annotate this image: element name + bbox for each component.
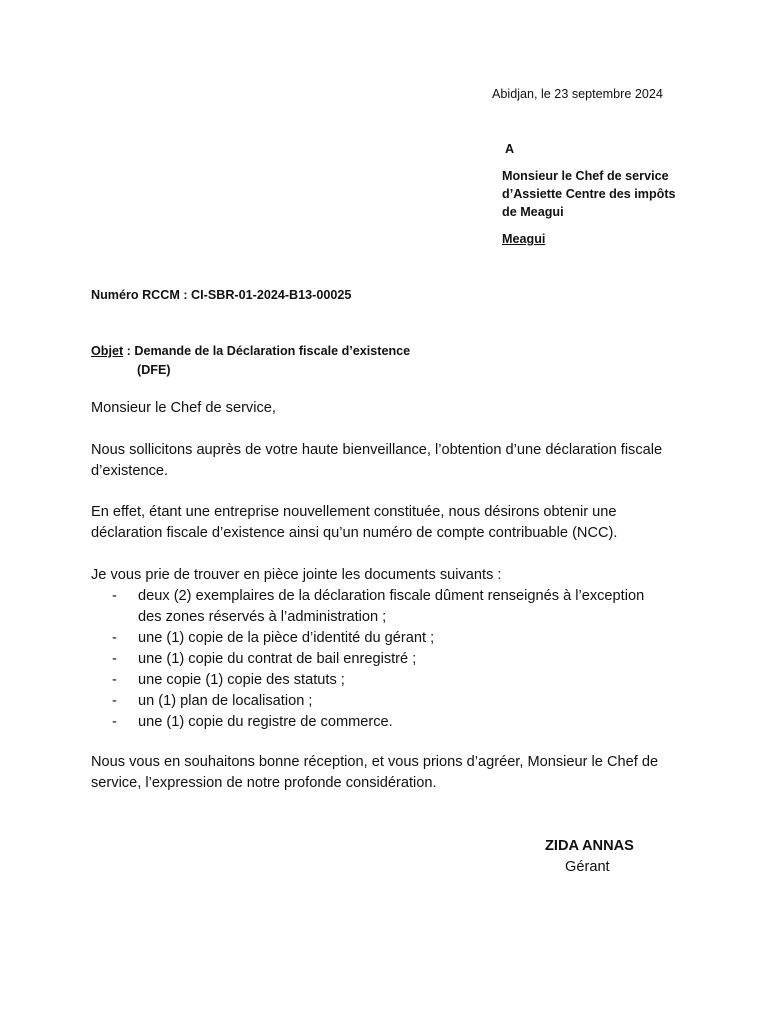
object-continuation: (DFE) bbox=[137, 363, 171, 377]
object-label: Objet bbox=[91, 344, 124, 358]
addressee-prefix: A bbox=[505, 142, 515, 156]
addressee-block bbox=[502, 167, 692, 221]
signer-role: Gérant bbox=[565, 859, 610, 875]
signer-name: ZIDA ANNAS bbox=[545, 838, 634, 854]
list-item bbox=[112, 712, 668, 733]
list-item bbox=[112, 691, 668, 712]
list-bullet: - bbox=[112, 651, 117, 667]
list-item-text: une copie (1) copie des statuts ; bbox=[138, 672, 345, 688]
list-item bbox=[112, 649, 668, 670]
list-bullet: - bbox=[112, 693, 117, 709]
paragraph-request: Nous sollicitons auprès de votre haute bienveillance, l’obtention d’une déclaration fiscale d’existence. bbox=[91, 442, 663, 479]
addressee-line: de Meagui bbox=[502, 205, 564, 219]
list-bullet: - bbox=[112, 714, 117, 730]
object-separator: : bbox=[123, 344, 135, 358]
documents-intro: Je vous prie de trouver en pièce jointe les documents suivants : bbox=[91, 567, 502, 583]
rccm-number: Numéro RCCM : CI-SBR-01-2024-B13-00025 bbox=[91, 288, 352, 302]
list-bullet: - bbox=[112, 630, 117, 646]
paragraph-context: En effet, étant une entreprise nouvellement constituée, nous désirons obtenir une déclaration fiscale d’existence ainsi qu’un numéro de compte contribuable (NCC). bbox=[91, 504, 618, 541]
list-item-text: une (1) copie du registre de commerce. bbox=[138, 714, 393, 730]
closing-paragraph: Nous vous en souhaitons bonne réception, et vous prions d’agréer, Monsieur le Chef de service, l’expression de notre profonde considération. bbox=[91, 754, 659, 791]
addressee-city: Meagui bbox=[502, 232, 546, 246]
documents-list bbox=[112, 586, 668, 733]
object-text: Demande de la Déclaration fiscale d’existence bbox=[134, 344, 411, 358]
list-bullet: - bbox=[112, 588, 117, 604]
list-item-text: deux (2) exemplaires de la déclaration fiscale dûment renseignés à l’exception des zones réservés à l’administration ; bbox=[138, 588, 645, 625]
list-item bbox=[112, 670, 668, 691]
object-line bbox=[91, 342, 410, 360]
list-bullet: - bbox=[112, 672, 117, 688]
list-item-text: un (1) plan de localisation ; bbox=[138, 693, 313, 709]
list-item bbox=[112, 586, 668, 628]
list-item bbox=[112, 628, 668, 649]
list-item-text: une (1) copie du contrat de bail enregistré ; bbox=[138, 651, 417, 667]
list-item-text: une (1) copie de la pièce d’identité du gérant ; bbox=[138, 630, 435, 646]
letter-date: Abidjan, le 23 septembre 2024 bbox=[492, 87, 663, 101]
addressee-line: Monsieur le Chef de service bbox=[502, 169, 669, 183]
addressee-line: d’Assiette Centre des impôts bbox=[502, 187, 676, 201]
salutation: Monsieur le Chef de service, bbox=[91, 400, 276, 416]
